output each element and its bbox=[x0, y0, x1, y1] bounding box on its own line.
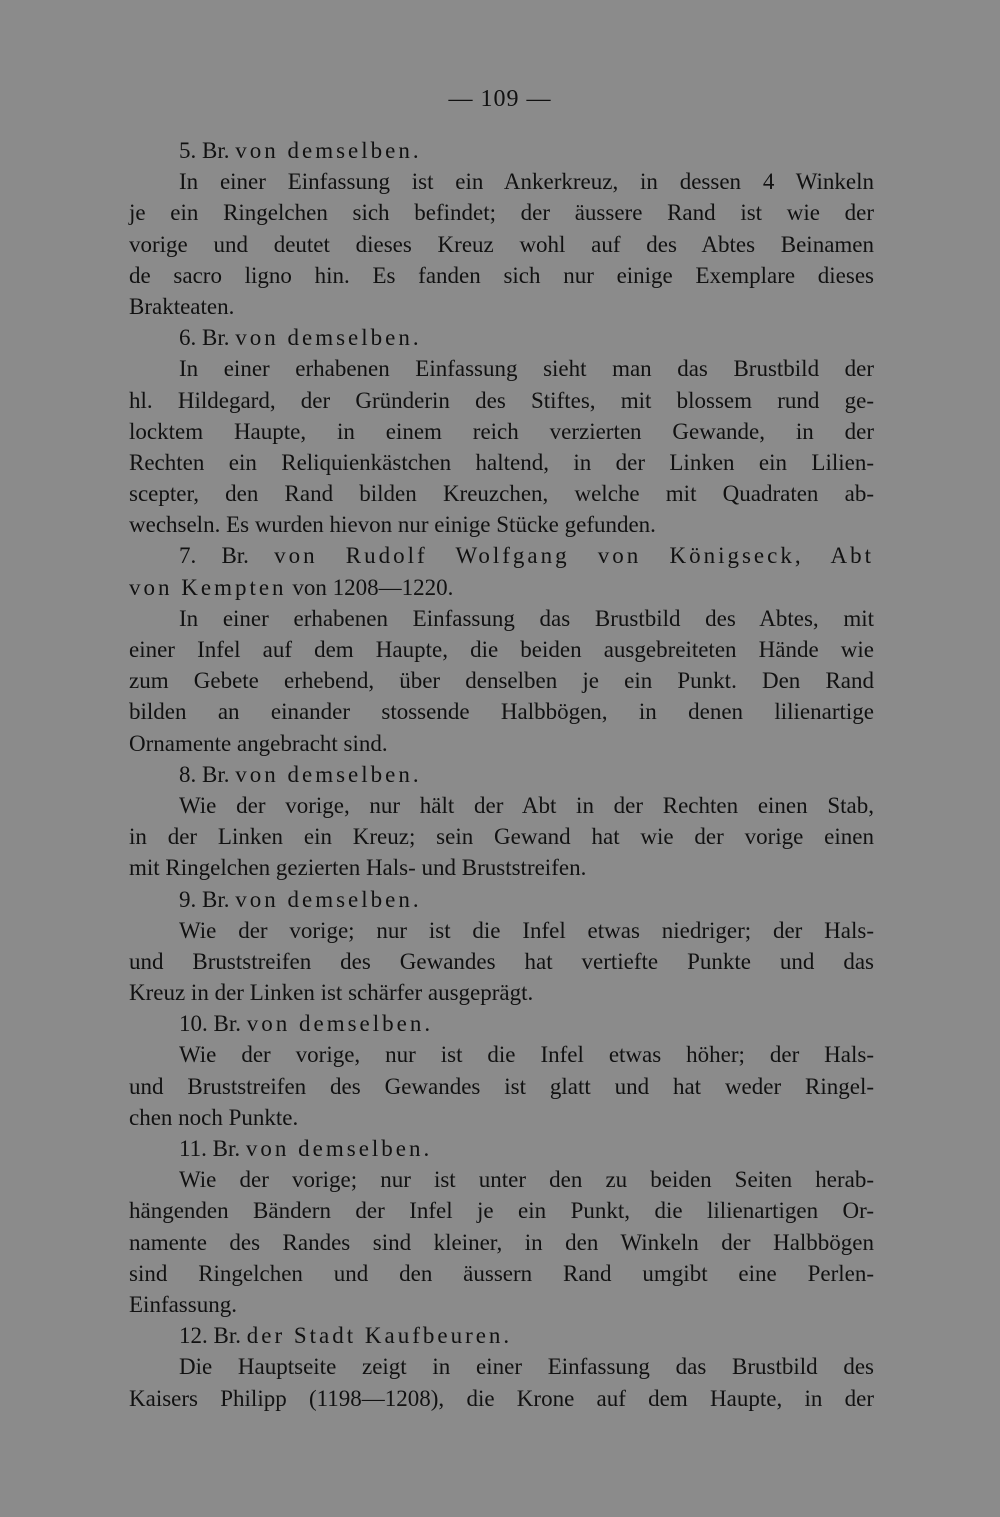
entry-heading: 7. Br. von Rudolf Wolfgang von Königseck, Abt bbox=[179, 543, 874, 569]
text-line: locktem Haupte, in einem reich verzierten Gewande, in der bbox=[129, 418, 874, 444]
entry-heading: 10. Br. von demselben. bbox=[179, 1011, 434, 1037]
text-line: Wie der vorige, nur hält der Abt in der Rechten einen Stab, bbox=[179, 792, 874, 818]
text-line: Wie der vorige, nur ist die Infel etwas höher; der Hals- bbox=[179, 1042, 874, 1068]
text-line: zum Gebete erhebend, über denselben je ein Punkt. Den Rand bbox=[129, 668, 874, 694]
text-line: hängenden Bändern der Infel je ein Punkt, die lilienartigen Or- bbox=[129, 1198, 874, 1224]
entry-heading: 9. Br. von demselben. bbox=[179, 886, 422, 912]
text-line: namente des Randes sind kleiner, in den Winkeln der Halbbögen bbox=[129, 1229, 874, 1255]
text-line: Rechten ein Reliquienkästchen haltend, in der Linken ein Lilien- bbox=[129, 449, 874, 475]
text-line: Wie der vorige; nur ist die Infel etwas niedriger; der Hals- bbox=[179, 917, 874, 943]
text-line: mit Ringelchen gezierten Hals- und Bruststreifen. bbox=[129, 855, 587, 881]
text-line: Kaisers Philipp (1198—1208), die Krone auf dem Haupte, in der bbox=[129, 1385, 874, 1411]
text-line: sind Ringelchen und den äussern Rand umgibt eine Perlen- bbox=[129, 1260, 874, 1286]
text-line: In einer erhabenen Einfassung das Brustbild des Abtes, mit bbox=[179, 605, 874, 631]
text-line: einer Infel auf dem Haupte, die beiden ausgebreiteten Hände wie bbox=[129, 637, 874, 662]
text-line: de sacro ligno hin. Es fanden sich nur einige Exemplare dieses bbox=[129, 262, 874, 288]
entry-heading: 5. Br. von demselben. bbox=[179, 138, 422, 163]
text-line: Einfassung. bbox=[129, 1291, 237, 1317]
entry-heading-continued: von Kempten von 1208—1220. bbox=[129, 574, 454, 600]
text-line: hl. Hildegard, der Gründerin des Stiftes, mit blossem rund ge- bbox=[129, 387, 874, 413]
page-number: — 109 — bbox=[448, 86, 552, 112]
entry-heading: 8. Br. von demselben. bbox=[179, 761, 422, 787]
text-line: In einer Einfassung ist ein Ankerkreuz, in dessen 4 Winkeln bbox=[179, 169, 874, 195]
entry-heading: 12. Br. der Stadt Kaufbeuren. bbox=[179, 1323, 513, 1349]
text-line: vorige und deutet dieses Kreuz wohl auf des Abtes Beinamen bbox=[129, 231, 874, 257]
page-body bbox=[129, 135, 874, 1414]
text-line: Wie der vorige; nur ist unter den zu beiden Seiten herab- bbox=[179, 1167, 874, 1193]
text-line: Ornamente angebracht sind. bbox=[129, 730, 388, 756]
text-line: wechseln. Es wurden hievon nur einige Stücke gefunden. bbox=[129, 512, 656, 538]
text-line: In einer erhabenen Einfassung sieht man das Brustbild der bbox=[179, 356, 874, 382]
text-line: in der Linken ein Kreuz; sein Gewand hat wie der vorige einen bbox=[129, 824, 874, 850]
text-line: scepter, den Rand bilden Kreuzchen, welche mit Quadraten ab- bbox=[129, 481, 874, 507]
entry-heading: 6. Br. von demselben. bbox=[179, 325, 422, 351]
text-line: Die Hauptseite zeigt in einer Einfassung das Brustbild des bbox=[179, 1354, 874, 1380]
text-line: und Bruststreifen des Gewandes ist glatt und hat weder Ringel- bbox=[129, 1073, 874, 1099]
text-line: Brakteaten. bbox=[129, 293, 235, 319]
entry-heading: 11. Br. von demselben. bbox=[179, 1136, 433, 1161]
text-line: je ein Ringelchen sich befindet; der äussere Rand ist wie der bbox=[129, 200, 874, 226]
text-line: chen noch Punkte. bbox=[129, 1104, 299, 1130]
text-line: Kreuz in der Linken ist schärfer ausgeprägt. bbox=[129, 980, 534, 1006]
text-line: bilden an einander stossende Halbbögen, in denen lilienartige bbox=[129, 699, 874, 725]
text-line: und Bruststreifen des Gewandes hat vertiefte Punkte und das bbox=[129, 948, 874, 974]
